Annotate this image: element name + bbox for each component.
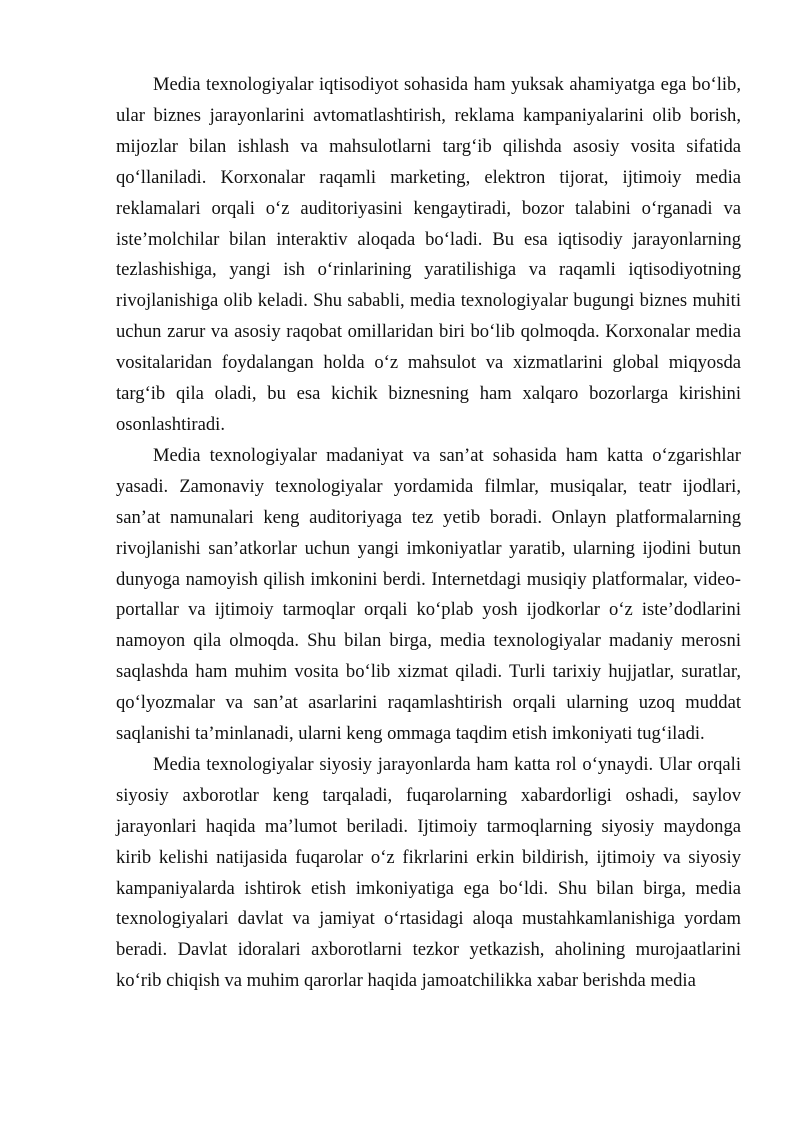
paragraph-economy: Media texnologiyalar iqtisodiyot sohasida ham yuksak ahamiyatga ega bo‘lib, ular biznes jarayonlarini avtomatlashtirish, reklama kampaniyalarini olib borish, mijozlar bilan ishlash va mahsulotlarni targ‘ib qilishda asosiy vosita sifatida qo‘llaniladi. Korxonalar raqamli marketing, elektron tijorat, ijtimoiy media reklamalari orqali o‘z auditoriyasini kengaytiradi, bozor talabini o‘rganadi va iste’molchilar bilan interaktiv aloqada bo‘ladi. Bu esa iqtisodiy jarayonlarning tezlashishiga, yangi ish o‘rinlarining yaratilishiga va raqamli iqtisodiyotning rivojlanishiga olib keladi. Shu sababli, media texnologiyalar bugungi biznes muhiti uchun zarur va asosiy raqobat omillaridan biri bo‘lib qolmoqda. Korxonalar media vositalaridan foydalangan holda o‘z mahsulot va xizmatlarini global miqyosda targ‘ib qila oladi, bu esa kichik biznesning ham xalqaro bozorlarga kirishini osonlashtiradi. <box>116 74 741 435</box>
paragraph-culture: Media texnologiyalar madaniyat va san’at sohasida ham katta o‘zgarishlar yasadi. Zamonaviy texnologiyalar yordamida filmlar, musiqalar, teatr ijodlari, san’at namunalari keng auditoriyaga tez yetib boradi. Onlayn platformalarning rivojlanishi san’atkorlar uchun yangi imkoniyatlar yaratib, ularning ijodini butun dunyoga namoyish qilish imkonini berdi. Internetdagi musiqiy platformalar, video-portallar va ijtimoiy tarmoqlar orqali ko‘plab yosh ijodkorlar o‘z iste’dodlarini namoyon qila olmoqda. Shu bilan birga, media texnologiyalar madaniy merosni saqlashda ham muhim vosita bo‘lib xizmat qiladi. Turli tarixiy hujjatlar, suratlar, qo‘lyozmalar va san’at asarlarini raqamlashtirish orqali ularning uzoq muddat saqlanishi ta’minlanadi, ularni keng ommaga taqdim etish imkoniyati tug‘iladi. <box>116 444 741 745</box>
paragraph-politics: Media texnologiyalar siyosiy jarayonlarda ham katta rol o‘ynaydi. Ular orqali siyosiy axborotlar keng tarqaladi, fuqarolarning xabardorligi oshadi, saylov jarayonlari haqida ma’lumot beriladi. Ijtimoiy tarmoqlarning siyosiy maydonga kirib kelishi natijasida fuqarolar o‘z fikrlarini erkin bildirish, ijtimoiy va siyosiy kampaniyalarda ishtirok etish imkoniyatiga ega bo‘ldi. Shu bilan birga, media texnologiyalari davlat va jamiyat o‘rtasidagi aloqa mustahkamlanishiga yordam beradi. Davlat idoralari axborotlarni tezkor yetkazish, aholining murojaatlarini ko‘rib chiqish va muhim qarorlar haqida jamoatchilikka xabar berishda media <box>116 753 741 992</box>
document-page <box>116 70 741 997</box>
